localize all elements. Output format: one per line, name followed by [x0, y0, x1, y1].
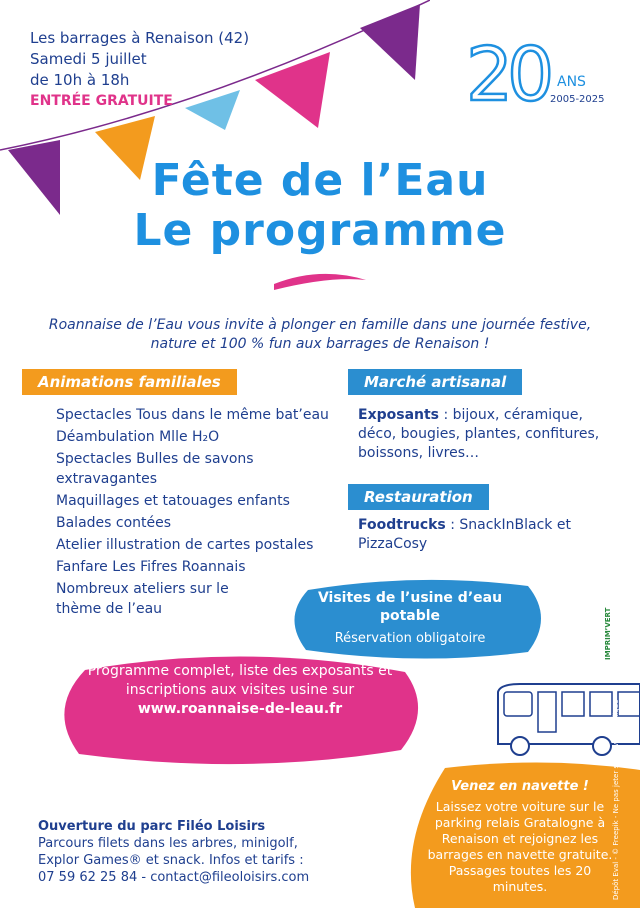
intro-text: Roannaise de l’Eau vous invite à plonger en famille dans une journée festive, nature et 100 % fun aux barrages de Renaison ! [48, 317, 592, 352]
event-hours: de 10h à 18h [30, 71, 130, 89]
imprim-vert-label: IMPRIM’VERT [604, 607, 612, 660]
event-location: Les barrages à Renaison (42) [30, 29, 250, 47]
list-item: Spectacles Tous dans le même bat’eau [56, 407, 329, 423]
swoosh-decoration [270, 268, 370, 292]
program-text: Programme complet, liste des exposants et inscriptions aux visites usine sur [87, 663, 393, 698]
list-item: Spectacles Bulles de savons extravagantes [56, 451, 254, 487]
title-line-2: Le programme [133, 205, 507, 256]
logo-years: 2005-2025 [550, 94, 605, 105]
food-description: : SnackInBlack et PizzaCosy [358, 517, 571, 552]
program-info [80, 662, 400, 719]
fileo-contact: 07 59 62 25 84 - contact@fileoloisirs.com [38, 870, 310, 885]
visits-note: Réservation obligatoire [334, 631, 486, 646]
fileo-title: Ouverture du parc Filéo Loisirs [38, 819, 266, 834]
bunting-flag-purple-2 [360, 4, 420, 80]
shuttle-title: Venez en navette ! [451, 779, 589, 794]
visits-title: Visites de l’usine d’eau potable [317, 590, 503, 624]
food-text [358, 516, 618, 554]
logo-label: ANS [557, 74, 586, 90]
market-description: : bijoux, céramique, déco, bougies, plantes, confitures, boissons, livres… [358, 407, 600, 461]
food-label: Foodtrucks [358, 517, 446, 533]
fileo-text: Parcours filets dans les arbres, minigolf, Explor Games® et snack. Infos et tarifs : [38, 836, 304, 868]
animations-heading: Animations familiales [22, 369, 237, 395]
market-text [358, 406, 618, 463]
shuttle-info [420, 779, 620, 895]
food-heading: Restauration [348, 484, 489, 510]
credit-text: Dépôt Eval - © Freepik - Ne pas jeter sur la voie publique [612, 699, 620, 900]
anniversary-logo [462, 30, 622, 112]
list-item: Atelier illustration de cartes postales [56, 537, 314, 553]
program-link[interactable]: www.roannaise-de-leau.fr [137, 701, 343, 717]
list-item: Balades contées [56, 515, 172, 531]
list-item: Fanfare Les Fifres Roannais [56, 559, 246, 575]
title-line-1: Fête de l’Eau [151, 155, 489, 206]
bunting-flag-pink [255, 52, 330, 128]
list-item: Maquillages et tatouages enfants [56, 493, 290, 509]
logo-number: 20 [466, 32, 549, 112]
market-label: Exposants [358, 407, 440, 423]
shuttle-text: Laissez votre voiture sur le parking relais Gratalogne à Renaison et rejoignez les barrages en navette gratuite. Passages toutes les 20 minutes. [427, 799, 613, 894]
list-item: Nombreux ateliers sur le thème de l’eau [56, 581, 229, 617]
list-item: Déambulation Mlle H₂O [56, 429, 220, 445]
event-date: Samedi 5 juillet [30, 50, 147, 68]
market-heading: Marché artisanal [348, 369, 522, 395]
event-info [30, 28, 249, 112]
visits-box [300, 589, 520, 646]
event-entry: ENTRÉE GRATUITE [30, 93, 173, 109]
fileo-info [38, 818, 309, 886]
